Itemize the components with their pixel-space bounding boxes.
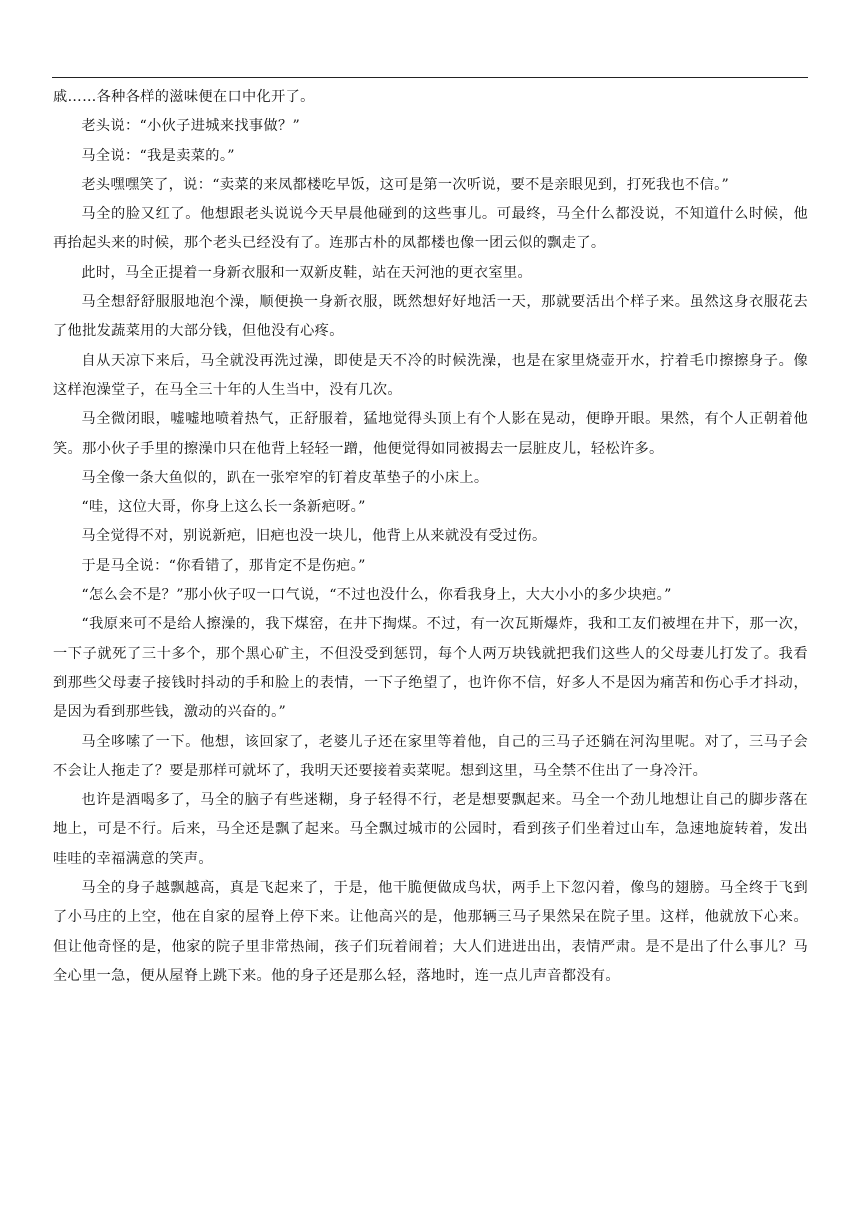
- paragraph: 马全哆嗦了一下。他想，该回家了，老婆儿子还在家里等着他，自己的三马子还躺在河沟里呢。对了，三马子会不会让人拖走了？要是那样可就坏了，我明天还要接着卖菜呢。想到这里，马全禁不住出了一身冷汗。: [53, 733, 808, 779]
- document-body: [53, 83, 808, 991]
- paragraph: 马全想舒舒服服地泡个澡，顺便换一身新衣服，既然想好好地活一天，那就要活出个样子来。虽然这身衣服花去了他批发蔬菜用的大部分钱，但他没有心疼。: [53, 294, 808, 340]
- paragraph: 于是马全说：“你看错了，那肯定不是伤疤。”: [81, 557, 366, 574]
- paragraph: 老头说：“小伙子进城来找事做？”: [81, 118, 301, 135]
- paragraph: 马全的脸又红了。他想跟老头说说今天早晨他碰到的这些事儿。可最终，马全什么都没说，不知道什么时候，他再抬起头来的时候，那个老头已经没有了。连那古朴的凤都楼也像一团云似的飘走了。: [53, 206, 808, 252]
- paragraph: 此时，马全正提着一身新衣服和一双新皮鞋，站在天河池的更衣室里。: [81, 264, 533, 281]
- paragraph: 马全的身子越飘越高，真是飞起来了，于是，他干脆便做成鸟状，两手上下忽闪着，像鸟的翅膀。马全终于飞到了小马庄的上空，他在自家的屋脊上停下来。让他高兴的是，他那辆三马子果然呆在院子里。这样，他就放下心来。但让他奇怪的是，他家的院子里非常热闹，孩子们玩着闹着；大人们进进出出，表情严肃。是不是出了什么事儿？马全心里一急，便从屋脊上跳下来。他的身子还是那么轻，落地时，连一点儿声音都没有。: [53, 880, 808, 984]
- paragraph: 也许是酒喝多了，马全的脑子有些迷糊，身子轻得不行，老是想要飘起来。马全一个劲儿地想让自己的脚步落在地上，可是不行。后来，马全还是飘了起来。马全飘过城市的公园时，看到孩子们坐着过山车，急速地旋转着，发出哇哇的幸福满意的笑声。: [53, 792, 808, 867]
- paragraph: 老头嘿嘿笑了，说：“卖菜的来凤都楼吃早饭，这可是第一次听说，要不是亲眼见到，打死我也不信。”: [81, 176, 730, 193]
- paragraph: 马全像一条大鱼似的，趴在一张窄窄的钉着皮革垫子的小床上。: [81, 469, 489, 486]
- paragraph: 马全微闭眼，嘘嘘地喷着热气，正舒服着，猛地觉得头顶上有个人影在晃动，便睁开眼。果然，有个人正朝着他笑。那小伙子手里的擦澡巾只在他背上轻轻一蹭，他便觉得如同被揭去一层脏皮儿，轻松许多。: [53, 411, 808, 457]
- paragraph: “怎么会不是？”那小伙子叹一口气说，“不过也没什么，你看我身上，大大小小的多少块疤。”: [81, 587, 672, 604]
- paragraph: 马全觉得不对，别说新疤，旧疤也没一块儿，他背上从来就没有受过伤。: [81, 528, 547, 545]
- paragraph: 马全说：“我是卖菜的。”: [81, 147, 235, 164]
- paragraph: 自从天凉下来后，马全就没再洗过澡，即使是天不冷的时候洗澡，也是在家里烧壶开水，拧着毛巾擦擦身子。像这样泡澡堂子，在马全三十年的人生当中，没有几次。: [53, 352, 808, 398]
- paragraph: “我原来可不是给人擦澡的，我下煤窑，在井下掏煤。不过，有一次瓦斯爆炸，我和工友们被埋在井下，那一次，一下子就死了三十多个，那个黑心矿主，不但没受到惩罚，每个人两万块钱就把我们这些人的父母妻儿打发了。我看到那些父母妻子接钱时抖动的手和脸上的表情，一下子绝望了，也许你不信，好多人不是因为痛苦和伤心手才抖动，是因为看到那些钱，激动的兴奋的。”: [53, 616, 808, 721]
- paragraph: “哇，这位大哥，你身上这么长一条新疤呀。”: [81, 499, 366, 516]
- paragraph: 戚……各种各样的滋味便在口中化开了。: [53, 89, 315, 105]
- header-divider: [52, 77, 808, 78]
